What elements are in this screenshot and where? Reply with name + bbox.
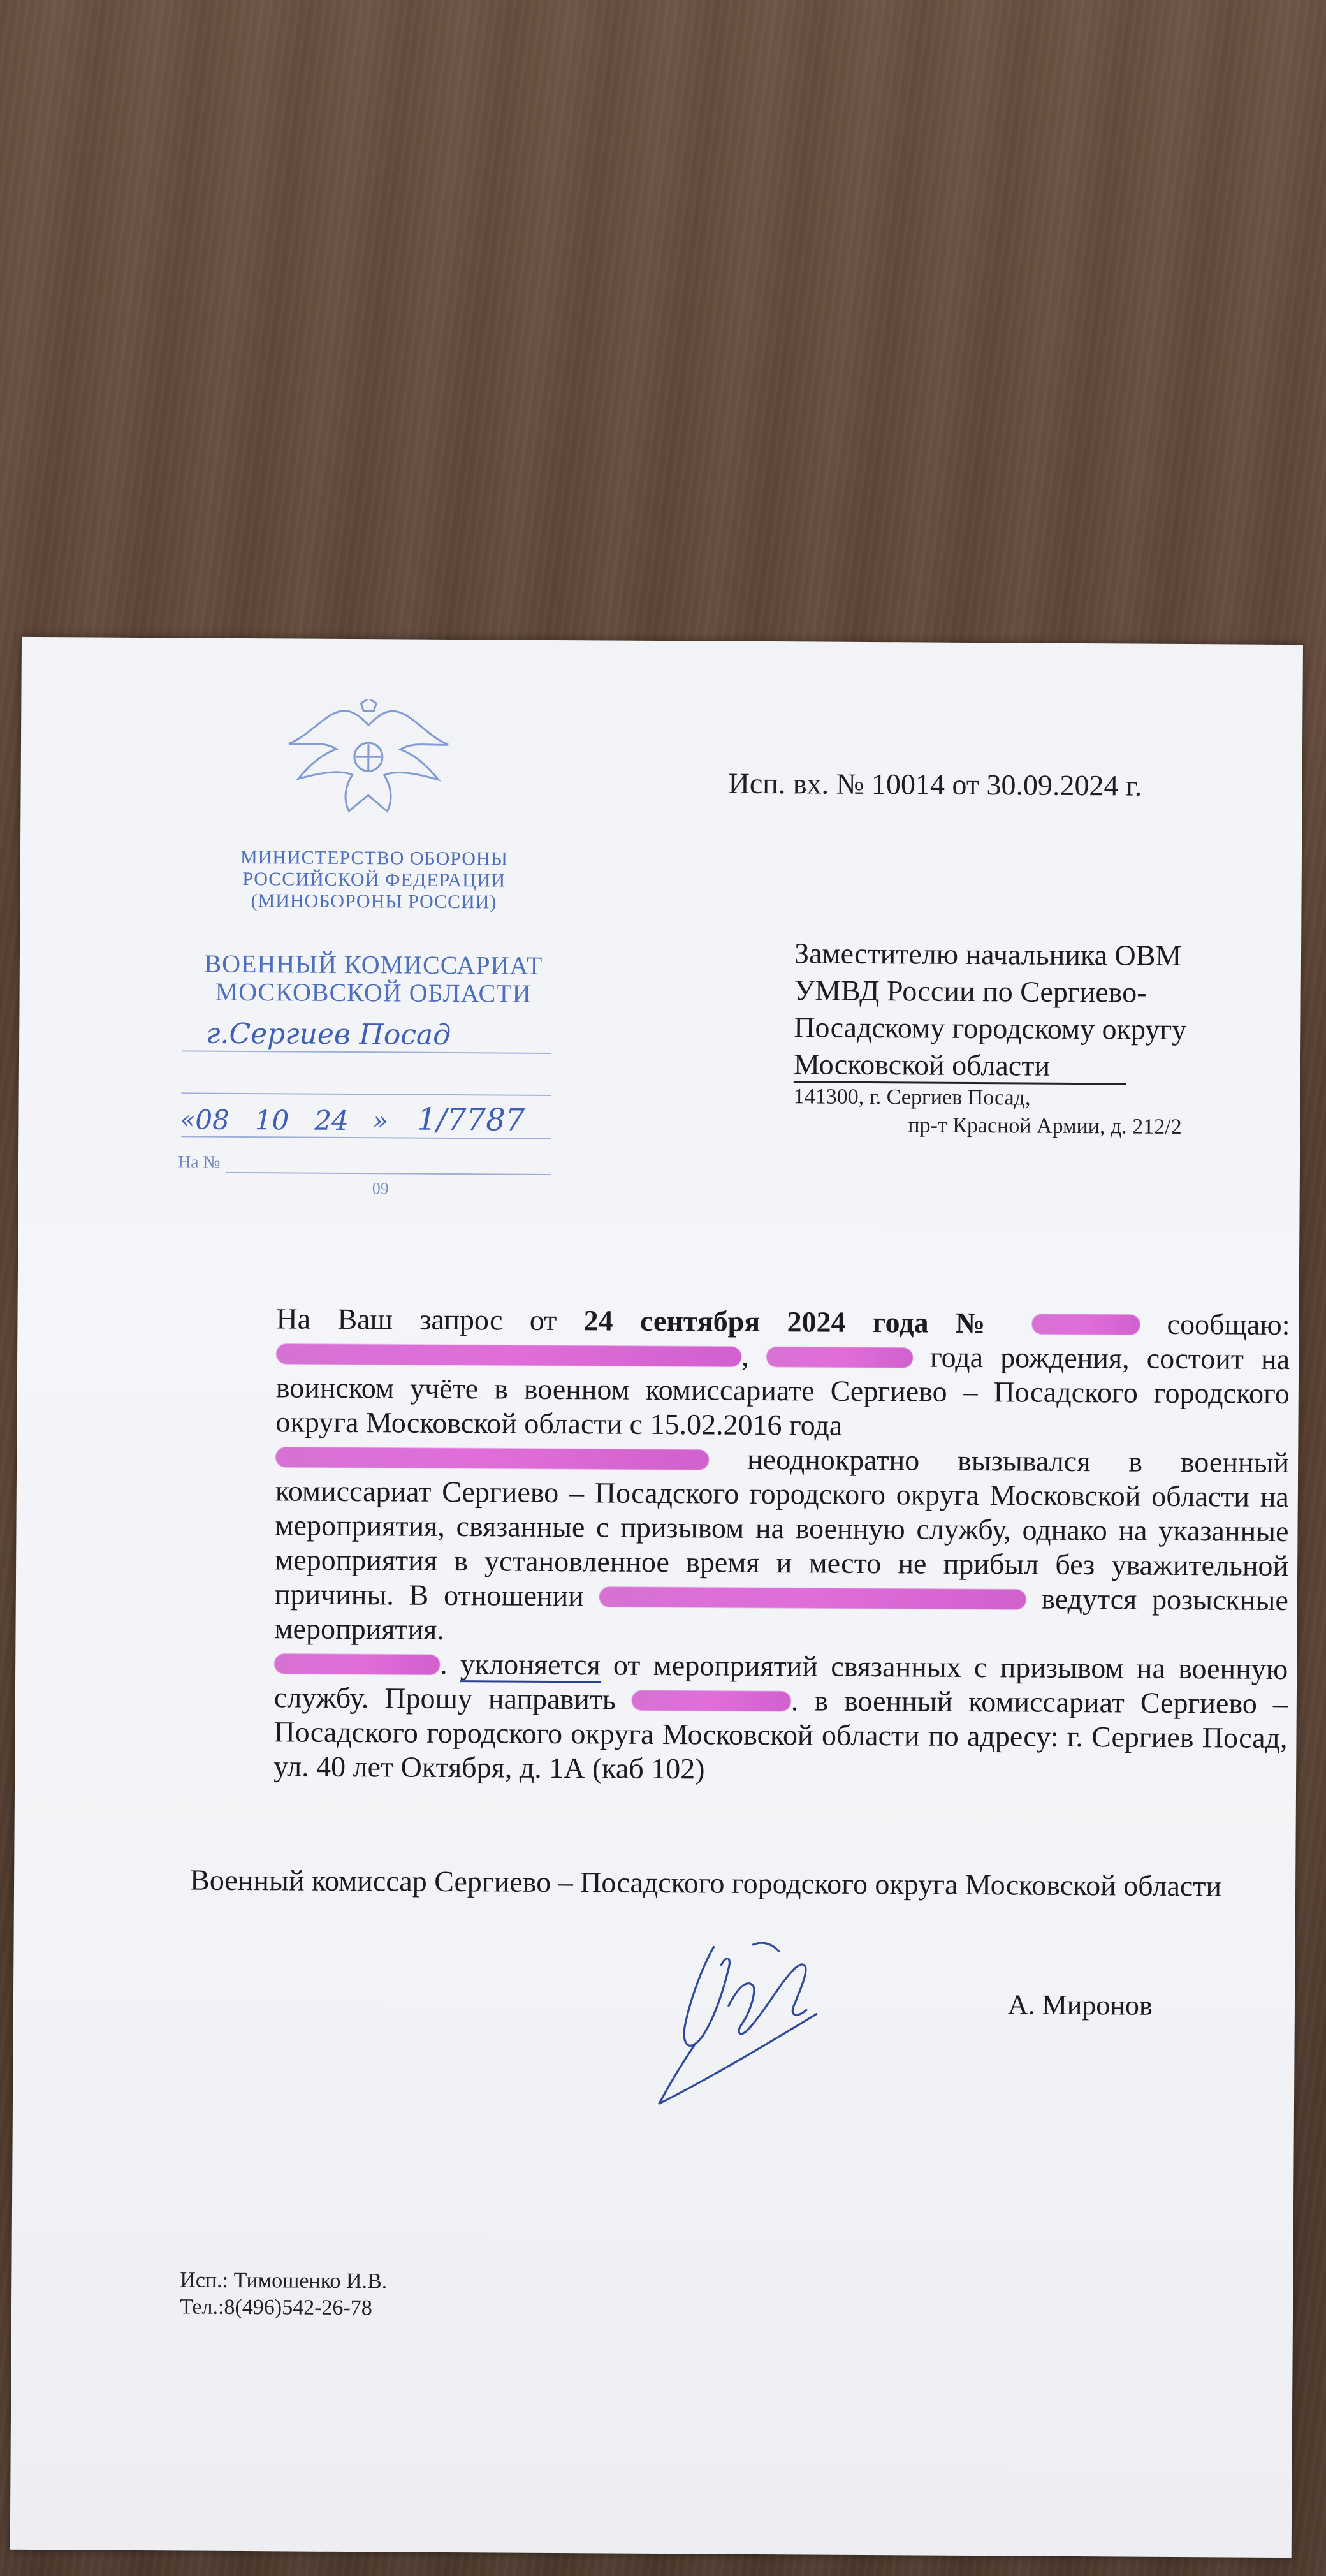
redaction-request-number [1031, 1314, 1140, 1335]
addressee-line3: Посадскому городскому округу [794, 1011, 1187, 1046]
double-headed-eagle-emblem-icon [285, 699, 451, 821]
redaction-full-name-3 [599, 1586, 1026, 1609]
ministry-stamp [177, 698, 579, 1198]
addressee-block [793, 935, 1187, 1141]
body-p3-dot: . [440, 1647, 461, 1681]
stamp-commissariat-line2: МОСКОВСКОЙ ОБЛАСТИ [215, 977, 532, 1008]
addressee-region: Московской области [793, 1048, 1051, 1082]
stamp-city-handwritten: г.Сергиев Посад [206, 1017, 451, 1051]
stamp-ministry-line2: РОССИЙСКОЙ ФЕДЕРАЦИИ [242, 868, 506, 891]
stamp-date-close-quote: » [372, 1106, 389, 1136]
body-p1-report: сообщаю: [1140, 1307, 1290, 1342]
stamp-na-no-line [226, 1172, 551, 1175]
addressee-line4 [794, 1048, 1126, 1085]
redaction-full-name [276, 1343, 741, 1366]
stamp-ministry-line1: МИНИСТЕРСТВО ОБОРОНЫ [240, 846, 508, 870]
stamp-date-open-quote: « [180, 1105, 196, 1135]
executor-name: Исп.: Тимошенко И.В. [180, 2268, 388, 2294]
stamp-number-handwritten: 1/7787 [417, 1101, 525, 1138]
incoming-reference-number: Исп. вх. № 10014 от 30.09.2024 г. [728, 766, 1142, 802]
stamp-ministry-line3: (МИНОБОРОНЫ РОССИИ) [251, 890, 497, 913]
body-paragraph-2 [191, 1439, 1289, 1653]
redaction-surname-initials-2 [632, 1690, 791, 1712]
body-paragraph-3 [191, 1646, 1288, 1790]
addressee-line2: УМВД России по Сергиево- [794, 974, 1147, 1009]
body-p1-registration: года рождения, состоит на воинском учёте в военном комиссариате Сергиево – Посадского городского округа Московской области с 15.02.2016 года [275, 1340, 1290, 1442]
document-sheet [10, 637, 1303, 2558]
body-p3-address: . в военный комиссариат Сергиево – Посадского городского округа Московской области по адресу: г. Сергиев Посад, ул. 40 лет Октября, д. 1А (каб 102) [273, 1684, 1288, 1785]
body-p2-search: ведутся розыскные мероприятия. [274, 1582, 1288, 1646]
stamp-region-code: 09 [372, 1179, 389, 1198]
stamp-blank-line [182, 1092, 551, 1096]
executor-phone: Тел.:8(496)542-26-78 [179, 2295, 372, 2320]
body-p1-request-date: 24 сентября 2024 года № [583, 1304, 1005, 1340]
body-p3-request: от мероприятий связанных с призывом на военную службу. Прошу направить [273, 1648, 1288, 1716]
redaction-surname-initials [274, 1653, 440, 1675]
letter-body [191, 1301, 1290, 1790]
stamp-date-handwritten: 08 10 24 [195, 1104, 349, 1137]
redaction-birth-date [766, 1347, 913, 1368]
addressee-line1: Заместителю начальника ОВМ [794, 937, 1182, 972]
executor-block [180, 2267, 387, 2322]
addressee-street: пр-т Красной Армии, д. 212/2 [908, 1113, 1182, 1139]
addressee-postal: 141300, г. Сергиев Посад, [793, 1085, 1031, 1110]
body-p3-evades: уклоняется [460, 1648, 601, 1683]
signatory-title: Военный комиссар Сергиево – Посадского городского округа Московской области [189, 1863, 1222, 1903]
handwritten-signature [657, 1929, 868, 2121]
stamp-city-line [182, 1050, 551, 1054]
body-p1-intro: На Ваш запрос от [276, 1302, 584, 1337]
redaction-full-name-2 [275, 1447, 709, 1470]
signatory-name: А. Миронов [1007, 1989, 1153, 2021]
body-paragraph-1 [193, 1301, 1290, 1446]
body-p1-comma: , [741, 1339, 749, 1372]
body-p2-text: неоднократно вызывался в военный комиссариат Сергиево – Посадского городского округа Московской области на мероприятия, связанные с призывом на военную службу, однако на указанные мероприятия в установленное время и место не прибыл без уважительной причины. В отношении [274, 1442, 1290, 1613]
stamp-na-no-label: На № [177, 1152, 221, 1173]
stamp-commissariat-line1: ВОЕННЫЙ КОМИССАРИАТ [204, 949, 543, 980]
